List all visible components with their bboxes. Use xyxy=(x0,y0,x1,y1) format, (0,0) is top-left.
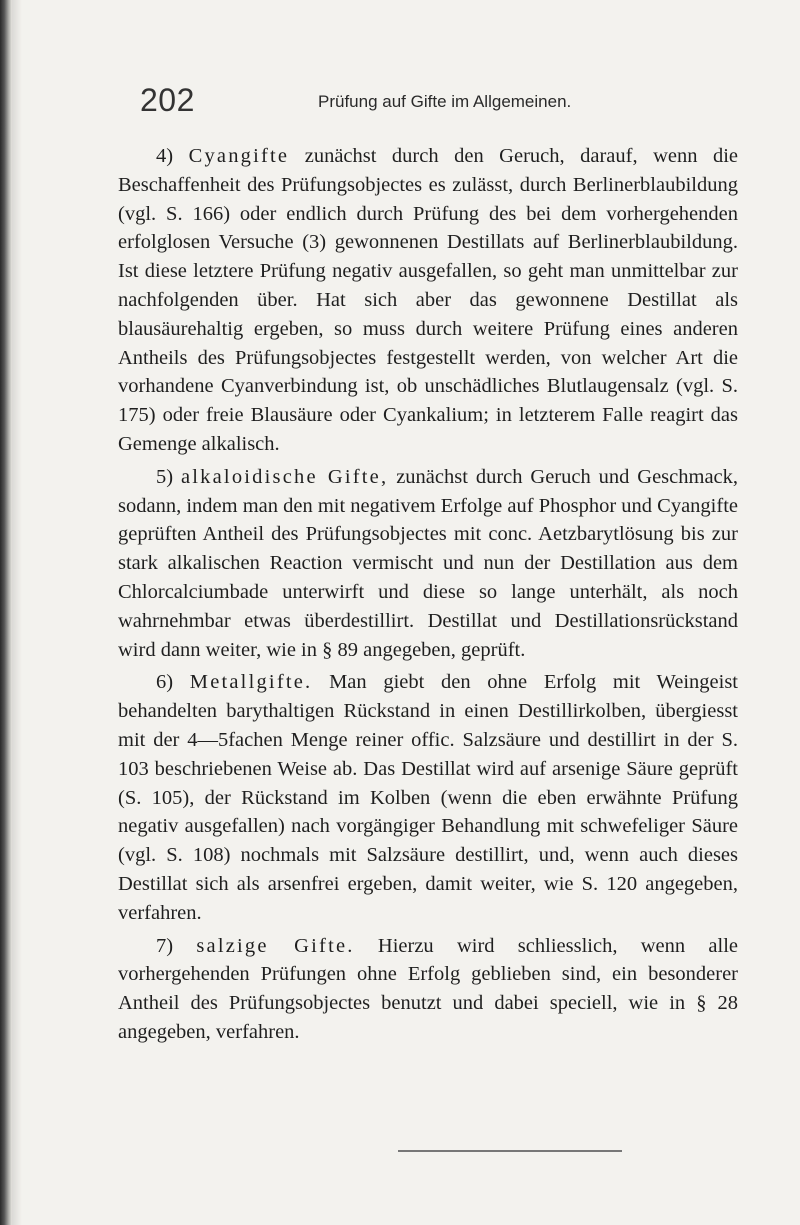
running-head: Prüfung auf Gifte im Allgemeinen. xyxy=(318,92,572,111)
paragraph-number: 6) xyxy=(156,671,174,694)
binding-shadow xyxy=(12,0,22,1225)
paragraph-text: Hierzu wird schliesslich, wenn alle vorhergehenden Prüfungen ohne Erfolg geblieben sind, ein besonderer Antheil des Prüfungsobjectes benutzt und dabei speciell, wie in § 28 angegeben, verfahren. xyxy=(118,934,738,1043)
end-rule xyxy=(398,1150,622,1152)
page-number: 202 xyxy=(140,82,195,118)
page-header xyxy=(118,80,738,120)
book-page xyxy=(118,80,738,1051)
paragraph-salzige-gifte xyxy=(118,932,738,1047)
paragraph-text: Man giebt den ohne Erfolg mit Weingeist behandelten barythaltigen Rückstand in einen Destillirkolben, übergiesst mit der 4—5fachen Menge reiner offic. Salzsäure und destillirt in der S. 103 beschriebenen Weise ab. Das Destillat wird auf arsenige Säure geprüft (S. 105), der Rückstand im Kolben (wenn die eben erwähnte Prüfung negativ ausgefallen) nach vorgängiger Behandlung mit schwefeliger Säure (vgl. S. 108) nochmals mit Salzsäure destillirt, und, wenn auch dieses Destillat sich als arsenfrei ergeben, damit weiter, wie S. 120 angegeben, verfahren. xyxy=(118,671,738,924)
paragraph-number: 5) xyxy=(156,465,174,488)
book-binding-edge xyxy=(0,0,12,1225)
paragraph-metallgifte xyxy=(118,668,738,927)
paragraph-number: 7) xyxy=(156,934,174,957)
paragraph-term: Metallgifte. xyxy=(189,671,313,694)
paragraph-term: Cyangifte xyxy=(188,145,290,167)
paragraph-cyangifte xyxy=(118,142,738,459)
paragraph-alkaloidische-gifte xyxy=(118,463,738,665)
paragraph-text: zunächst durch Geruch und Geschmack, sodann, indem man den mit negativem Erfolge auf Phosphor und Cyangifte geprüften Antheil des Prüfungsobjectes mit conc. Aetzbarytlösung bis zur stark alkalischen Reaction vermischt und nun der Destillation aus dem Chlorcalciumbade unterwirft und diese so lange unterhält, als noch wahrnehmbar etwas überdestillirt. Destillat und Destillationsrückstand wird dann weiter, wie in § 89 angegeben, geprüft. xyxy=(118,465,739,661)
paragraph-number: 4) xyxy=(156,145,174,167)
paragraph-text: zunächst durch den Geruch, darauf, wenn die Beschaffenheit des Prüfungsobjectes es zulässt, durch Berlinerblaubildung (vgl. S. 166) oder endlich durch Prüfung des bei dem vorhergehenden erfolglosen Versuche (3) gewonnenen Destillats auf Berlinerblaubildung. Ist diese letztere Prüfung negativ ausgefallen, so geht man unmittelbar zur nachfolgenden über. Hat sich aber das gewonnene Destillat als blausäurehaltig ergeben, so muss durch weitere Prüfung eines anderen Antheils des Prüfungsobjectes festgestellt werden, von welcher Art die vorhandene Cyanverbindung ist, ob unschädliches Blutlaugensalz (vgl. S. 175) oder freie Blausäure oder Cyankalium; in letzterem Falle reagirt das Gemenge alkalisch. xyxy=(118,145,739,455)
body-text xyxy=(118,142,738,1047)
paragraph-term: salzige Gifte. xyxy=(196,934,355,957)
paragraph-term: alkaloidische Gifte, xyxy=(180,465,389,488)
